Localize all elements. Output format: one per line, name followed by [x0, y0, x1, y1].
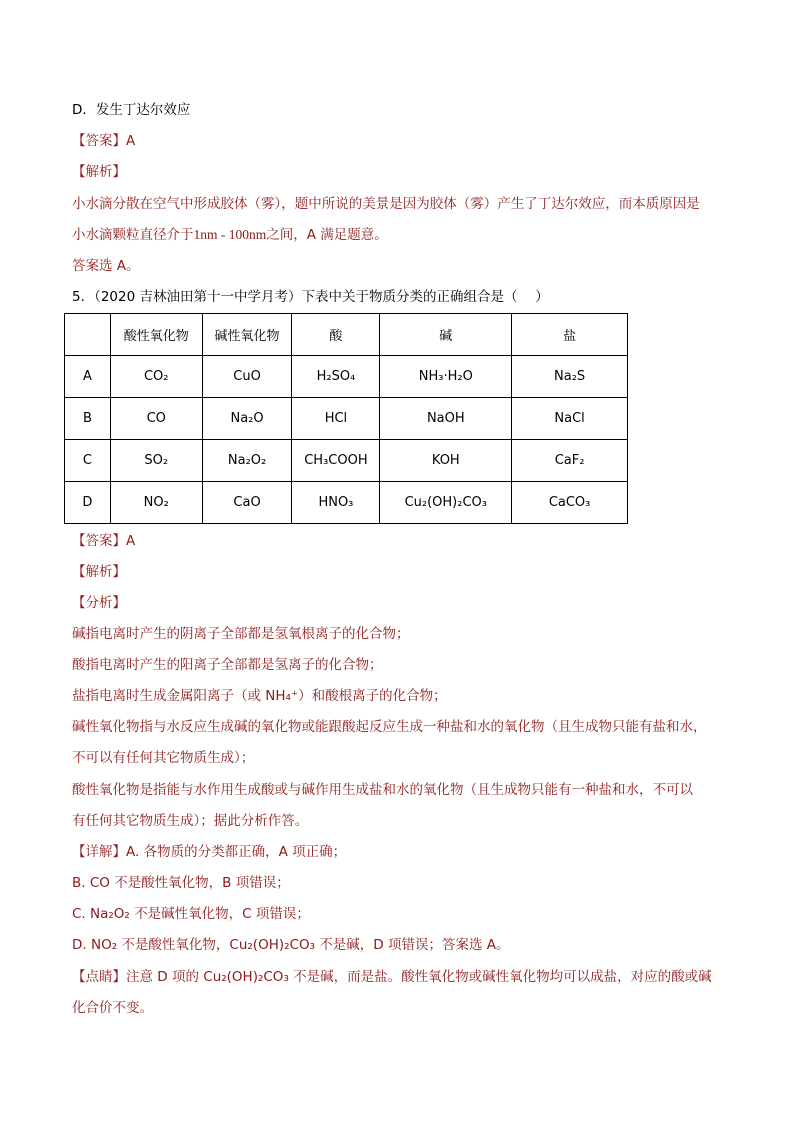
- detail-line-a: [72, 842, 346, 862]
- fenxi-line: 不可以有任何其它物质生成）；: [72, 750, 255, 766]
- table-cell: CaO: [202, 482, 292, 524]
- classification-table: [64, 313, 628, 524]
- table-cell: CuO: [202, 356, 292, 398]
- dianjing-tag: 【点睛】: [72, 969, 126, 985]
- analysis-text: 之间，A 满足题意。: [266, 227, 388, 243]
- table-cell: Na₂O: [202, 398, 292, 440]
- detail-line-b: B. CO 不是酸性氧化物，B 项错误；: [72, 875, 290, 891]
- table-cell: NaCl: [512, 398, 628, 440]
- answer-tag: 【答案】: [72, 133, 126, 149]
- row-label: B: [65, 398, 111, 440]
- dianjing-line1: [72, 967, 712, 987]
- q4-analysis-line2: [72, 225, 388, 245]
- header-cell: 盐: [512, 314, 628, 356]
- size-range: 1nm - 100nm: [193, 227, 267, 242]
- answer-value: A: [126, 533, 136, 549]
- table-row: [65, 356, 628, 398]
- fenxi-line: 有任何其它物质生成）；据此分析作答。: [72, 813, 309, 829]
- analysis-text: 小水滴颗粒直径介于: [72, 227, 194, 243]
- header-cell: 酸: [292, 314, 380, 356]
- table-cell: SO₂: [110, 440, 202, 482]
- q5-answer: [72, 531, 135, 551]
- header-cell: 酸性氧化物: [110, 314, 202, 356]
- table-cell: Na₂S: [512, 356, 628, 398]
- table-cell: CO₂: [110, 356, 202, 398]
- table-cell: HNO₃: [292, 482, 380, 524]
- table-cell: CaCO₃: [512, 482, 628, 524]
- table-cell: NaOH: [380, 398, 512, 440]
- table-cell: Cu₂(OH)₂CO₃: [380, 482, 512, 524]
- table-row: [65, 440, 628, 482]
- answer-tag: 【答案】: [72, 533, 126, 549]
- q4-analysis-line1: 小水滴分散在空气中形成胶体（雾），题中所说的美景是因为胶体（雾）产生了丁达尔效应，而本质原因是: [72, 196, 700, 212]
- q4-analysis-tag: 【解析】: [72, 164, 126, 180]
- header-cell: [65, 314, 111, 356]
- q5-fenxi-tag: 【分析】: [72, 595, 126, 611]
- fenxi-line: 碱指电离时产生的阴离子全部都是氢氧根离子的化合物；: [72, 626, 410, 642]
- detail-text: A. 各物质的分类都正确，A 项正确；: [126, 844, 347, 860]
- row-label: D: [65, 482, 111, 524]
- dianjing-line2: 化合价不变。: [72, 1000, 153, 1016]
- header-cell: 碱: [380, 314, 512, 356]
- table-cell: KOH: [380, 440, 512, 482]
- option-d: D．发生丁达尔效应: [72, 102, 191, 118]
- q4-answer: [72, 131, 135, 151]
- dianjing-text: 注意 D 项的 Cu₂(OH)₂CO₃ 不是碱，而是盐。酸性氧化物或碱性氧化物均可以成盐，对应的酸或碱: [126, 969, 712, 985]
- table-cell: CaF₂: [512, 440, 628, 482]
- fenxi-line: 碱性氧化物指与水反应生成碱的氧化物或能跟酸起反应生成一种盐和水的氧化物（且生成物只能有盐和水，: [72, 719, 707, 735]
- table-row: [65, 482, 628, 524]
- fenxi-line: 酸性氧化物是指能与水作用生成酸或与碱作用生成盐和水的氧化物（且生成物只能有一种盐和水，不可以: [72, 782, 693, 798]
- table-cell: NO₂: [110, 482, 202, 524]
- table-cell: CO: [110, 398, 202, 440]
- answer-value: A: [126, 133, 136, 149]
- q5-analysis-tag: 【解析】: [72, 564, 126, 580]
- row-label: A: [65, 356, 111, 398]
- fenxi-line: 盐指电离时生成金属阳离子（或 NH₄⁺）和酸根离子的化合物；: [72, 688, 447, 704]
- table-header-row: [65, 314, 628, 356]
- detail-line-d: D. NO₂ 不是酸性氧化物，Cu₂(OH)₂CO₃ 不是碱，D 项错误；答案选 A。: [72, 937, 510, 953]
- table-row: [65, 398, 628, 440]
- detail-tag: 【详解】: [72, 844, 126, 860]
- q5-question: 5．（2020 吉林油田第十一中学月考）下表中关于物质分类的正确组合是（ ）: [72, 289, 549, 305]
- table-cell: Na₂O₂: [202, 440, 292, 482]
- detail-line-c: C. Na₂O₂ 不是碱性氧化物，C 项错误；: [72, 906, 310, 922]
- table-cell: NH₃·H₂O: [380, 356, 512, 398]
- table-cell: CH₃COOH: [292, 440, 380, 482]
- row-label: C: [65, 440, 111, 482]
- header-cell: 碱性氧化物: [202, 314, 292, 356]
- table-cell: H₂SO₄: [292, 356, 380, 398]
- q4-conclusion: 答案选 A。: [72, 258, 140, 274]
- table-cell: HCl: [292, 398, 380, 440]
- fenxi-line: 酸指电离时产生的阳离子全部都是氢离子的化合物；: [72, 657, 383, 673]
